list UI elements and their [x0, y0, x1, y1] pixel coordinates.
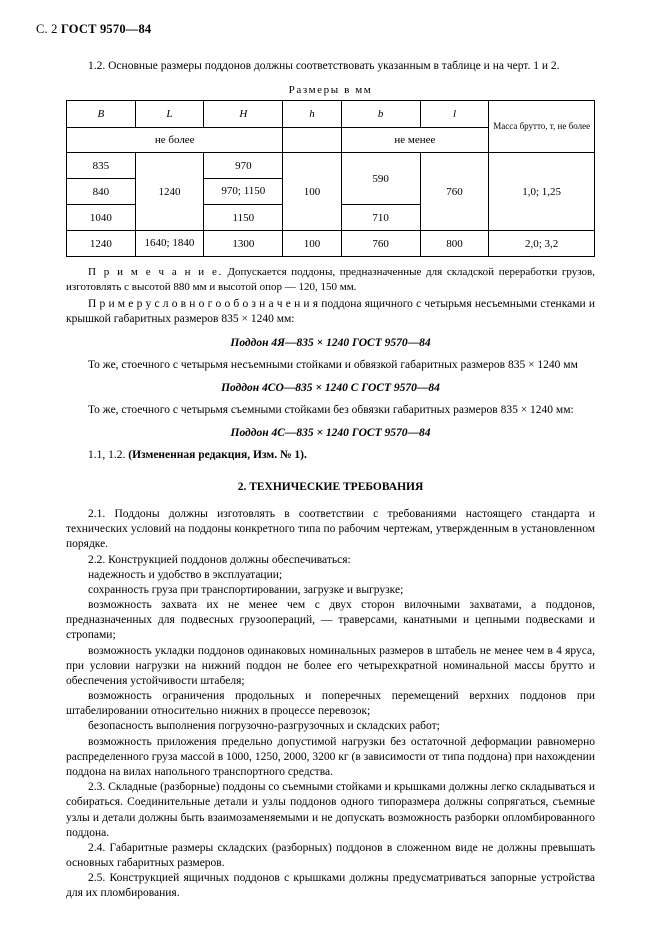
clause-1-2: 1.2. Основные размеры поддонов должны соответствовать указанным в таблице и на черт. 1 и 2. — [88, 60, 560, 72]
cell-H: 970; 1150 — [204, 179, 283, 205]
cell-B: 1240 — [67, 231, 136, 257]
table-note — [66, 265, 595, 294]
cell-b: 710 — [341, 205, 420, 231]
example-lead-text: поддона ящичного с четырьмя несъемными стенками и крышкой габаритных размеров 835 × 1240 мм: — [66, 298, 596, 326]
subheader-not-less: не менее — [341, 128, 489, 153]
paragraph-2-1: 2.1. Поддоны должны изготовлять в соответствии с требованиями настоящего стандарта и технических условий на поддоны конкретного типа по рабочим чертежам, утвержденным в установленном порядке. — [66, 508, 595, 551]
header-b: b — [341, 101, 420, 128]
note-text: Допускается поддоны, предназначенные для складской переработки грузов, изготовлять с высотой 880 мм и высотой опор — 120, 150 мм. — [66, 266, 595, 293]
table-row — [67, 153, 595, 179]
cell-mass: 1,0; 1,25 — [489, 153, 595, 231]
cell-H: 1150 — [204, 205, 283, 231]
page-number: С. 2 — [36, 22, 58, 36]
header-mass: Масса брутто, т, не более — [489, 101, 595, 153]
cell-L: 1640; 1840 — [135, 231, 204, 257]
page-header — [36, 22, 625, 37]
paragraph-2-5: 2.5. Конструкцией ящичных поддонов с крышками должны предусматриваться запорные устройства для их пломбирования. — [66, 872, 595, 900]
cell-h: 100 — [283, 231, 341, 257]
header-L: L — [135, 101, 204, 128]
paragraph-2-2: 2.2. Конструкцией поддонов должны обеспечиваться: — [88, 553, 351, 566]
designation-1: Поддон 4Я—835 × 1240 ГОСТ 9570—84 — [230, 336, 431, 349]
example-lead — [66, 297, 595, 327]
example-lead-label: П р и м е р у с л о в н о г о о б о з н а ч е н и я — [88, 298, 319, 311]
cell-l: 760 — [420, 153, 489, 231]
cell-L: 1240 — [135, 153, 204, 231]
standard-number: ГОСТ 9570—84 — [60, 22, 152, 36]
subheader-empty — [283, 128, 341, 153]
table-row — [67, 231, 595, 257]
paragraph-load: возможность приложения предельно допустимой нагрузки без остаточной деформации равномерно распределенного груза массой в 1000, 1250, 2000, 3200 кг (в зависимости от типа поддона) при нахождении поддона на вилах напольного транспортного средства. — [66, 735, 595, 778]
header-l: l — [420, 101, 489, 128]
paragraph-displacement: возможность ограничения продольных и поперечных перемещений верхних поддонов при штабелировании относительно нижних в процессе перевозок; — [66, 690, 595, 718]
paragraph-reliability: надежность и удобство в эксплуатации; — [88, 568, 283, 581]
header-h: h — [283, 101, 341, 128]
example-text-2: То же, стоечного с четырьмя несъемными стойками и обвязкой габаритных размеров 835 × 1240 мм — [88, 358, 578, 371]
cell-B: 835 — [67, 153, 136, 179]
designation-2: Поддон 4СО—835 × 1240 С ГОСТ 9570—84 — [221, 381, 440, 394]
cell-mass: 2,0; 3,2 — [489, 231, 595, 257]
subheader-not-more: не более — [67, 128, 283, 153]
cell-h: 100 — [283, 153, 341, 231]
note-label: П р и м е ч а н и е. — [88, 266, 223, 279]
paragraph-2-4: 2.4. Габаритные размеры складских (разборных) поддонов в сложенном виде не должны превышать основных габаритных размеров. — [66, 841, 595, 870]
revision-line — [66, 448, 595, 463]
page-content — [36, 59, 625, 902]
example-text-3: То же, стоечного с четырьмя съемными стойками без обвязки габаритных размеров 835 × 1240 мм: — [88, 403, 574, 416]
paragraph-2-3: 2.3. Складные (разборные) поддоны со съемными стойками и крышками должны легко складываться и собираться. Соединительные детали и узлы поддонов одного типоразмера должны сопрягаться, съемные узлы и детали должны быть взаимозаменяемыми и не допускать возможность разборки опломбированного поддона. — [66, 781, 595, 839]
header-H: H — [204, 101, 283, 128]
table-header-row — [67, 101, 595, 128]
paragraph-stacking: возможность укладки поддонов одинаковых номинальных размеров в штабель не менее чем в 4 яруса, при условии нагрузки на нижний поддон не более его четырехкратной номинальной массы брутто и обеспечения устойчивости штабеля; — [66, 644, 595, 687]
paragraph-grip: возможность захвата их не менее чем с двух сторон вилочными захватами, а поддонов, предназначенных для подвесных грузоопераций, — траверсами, канатными и цепными подвесками и стропами; — [66, 599, 595, 642]
cell-l: 800 — [420, 231, 489, 257]
table-caption: Размеры в мм — [288, 84, 373, 97]
cell-B: 840 — [67, 179, 136, 205]
cell-b: 590 — [341, 153, 420, 205]
section-title-2: 2. ТЕХНИЧЕСКИЕ ТРЕБОВАНИЯ — [237, 481, 424, 494]
cell-b: 760 — [341, 231, 420, 257]
paragraph-cargo-safety: сохранность груза при транспортировании, загрузке и выгрузке; — [88, 583, 404, 596]
cell-H: 970 — [204, 153, 283, 179]
header-B: B — [67, 101, 136, 128]
revision-numbers: 1.1, 1.2. — [88, 448, 129, 461]
paragraph-safety: безопасность выполнения погрузочно-разгрузочных и складских работ; — [88, 720, 440, 733]
sizes-table — [66, 100, 595, 257]
revision-text: (Измененная редакция, Изм. № 1). — [128, 448, 307, 461]
cell-H: 1300 — [204, 231, 283, 257]
cell-B: 1040 — [67, 205, 136, 231]
designation-3: Поддон 4С—835 × 1240 ГОСТ 9570—84 — [230, 426, 431, 439]
